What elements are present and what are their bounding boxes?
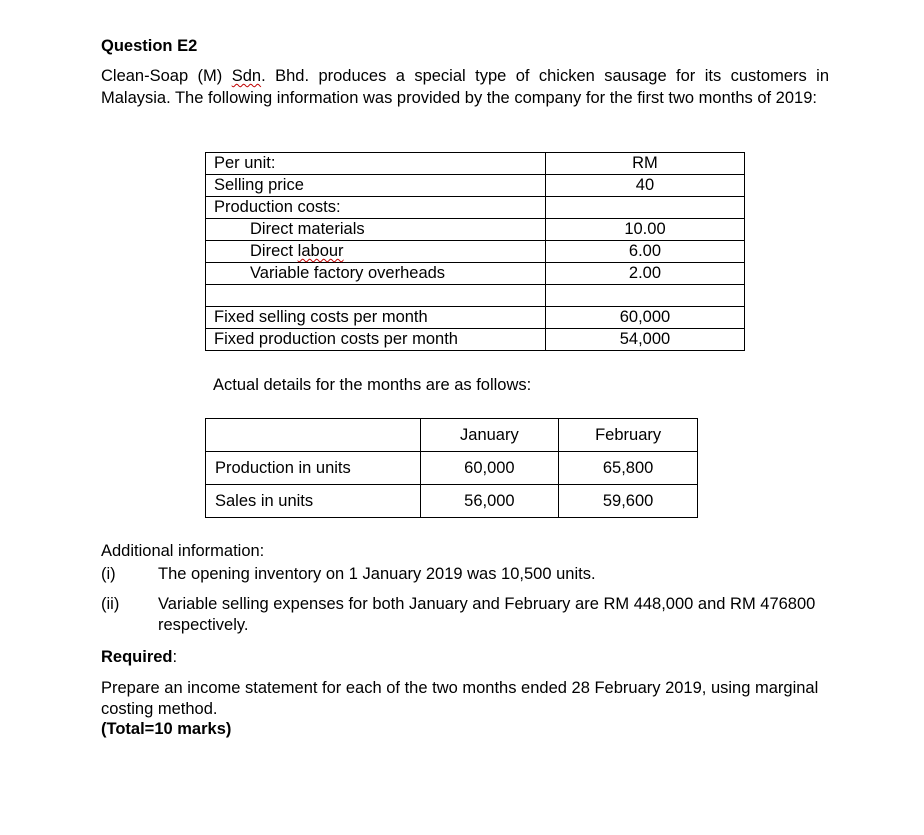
direct-labour-label-b: labour xyxy=(297,242,344,260)
table-row xyxy=(206,153,745,175)
table-row xyxy=(206,452,698,485)
variable-overheads-label: Variable factory overheads xyxy=(206,263,546,285)
table-header-row xyxy=(206,419,698,452)
list-item xyxy=(101,564,831,585)
table-row xyxy=(206,485,698,518)
empty-cell xyxy=(206,419,421,452)
selling-price-label: Selling price xyxy=(206,175,546,197)
table-row xyxy=(206,241,745,263)
required-colon: : xyxy=(172,648,178,666)
intro-sdn-word: Sdn xyxy=(231,67,262,85)
direct-labour-label xyxy=(206,241,546,263)
row-label: Production in units xyxy=(206,452,421,485)
item-number: (i) xyxy=(101,565,116,583)
required-text: Prepare an income statement for each of the two months ended 28 February 2019, using marginal costing method. xyxy=(101,679,819,718)
february-value: 65,800 xyxy=(559,452,698,485)
february-header: February xyxy=(559,419,698,452)
empty-cell xyxy=(545,285,744,307)
variable-overheads-value: 2.00 xyxy=(545,263,744,285)
february-value: 59,600 xyxy=(559,485,698,518)
fixed-selling-label: Fixed selling costs per month xyxy=(206,307,546,329)
table-row xyxy=(206,263,745,285)
question-intro xyxy=(101,66,829,109)
total-marks: (Total=10 marks) xyxy=(101,720,232,738)
direct-materials-label: Direct materials xyxy=(206,219,546,241)
row-label: Sales in units xyxy=(206,485,421,518)
question-title: Question E2 xyxy=(101,37,198,55)
direct-labour-label-a: Direct xyxy=(250,242,298,260)
table-row xyxy=(206,197,745,219)
additional-info-heading: Additional information: xyxy=(101,542,265,560)
fixed-production-value: 54,000 xyxy=(545,329,744,351)
intro-text-start: Clean-Soap (M) xyxy=(101,67,232,85)
actual-details-table xyxy=(205,418,698,518)
actual-details-intro: Actual details for the months are as follows: xyxy=(213,376,532,394)
direct-materials-value: 10.00 xyxy=(545,219,744,241)
unit-cost-table xyxy=(205,152,745,351)
table-row xyxy=(206,285,745,307)
january-value: 56,000 xyxy=(420,485,559,518)
january-header: January xyxy=(420,419,559,452)
table-row xyxy=(206,329,745,351)
fixed-production-label: Fixed production costs per month xyxy=(206,329,546,351)
item-text: Variable selling expenses for both January and February are RM 448,000 and RM 476800 respectively. xyxy=(158,595,816,634)
empty-cell xyxy=(206,285,546,307)
fixed-selling-value: 60,000 xyxy=(545,307,744,329)
rm-header: RM xyxy=(545,153,744,175)
item-number: (ii) xyxy=(101,595,120,613)
january-value: 60,000 xyxy=(420,452,559,485)
required-heading xyxy=(101,648,177,667)
per-unit-label: Per unit: xyxy=(206,153,546,175)
table-row xyxy=(206,307,745,329)
intro-text-rest: . Bhd. produces a special type of chicken sausage for its customers in Malaysia. The following information was provided by the company for the first two months of 2019: xyxy=(101,67,829,107)
item-text: The opening inventory on 1 January 2019 was 10,500 units. xyxy=(158,565,596,583)
table-row xyxy=(206,219,745,241)
direct-labour-value: 6.00 xyxy=(545,241,744,263)
empty-cell xyxy=(545,197,744,219)
table-row xyxy=(206,175,745,197)
required-label: Required xyxy=(101,648,173,666)
selling-price-value: 40 xyxy=(545,175,744,197)
list-item xyxy=(101,594,831,636)
production-costs-label: Production costs: xyxy=(206,197,546,219)
